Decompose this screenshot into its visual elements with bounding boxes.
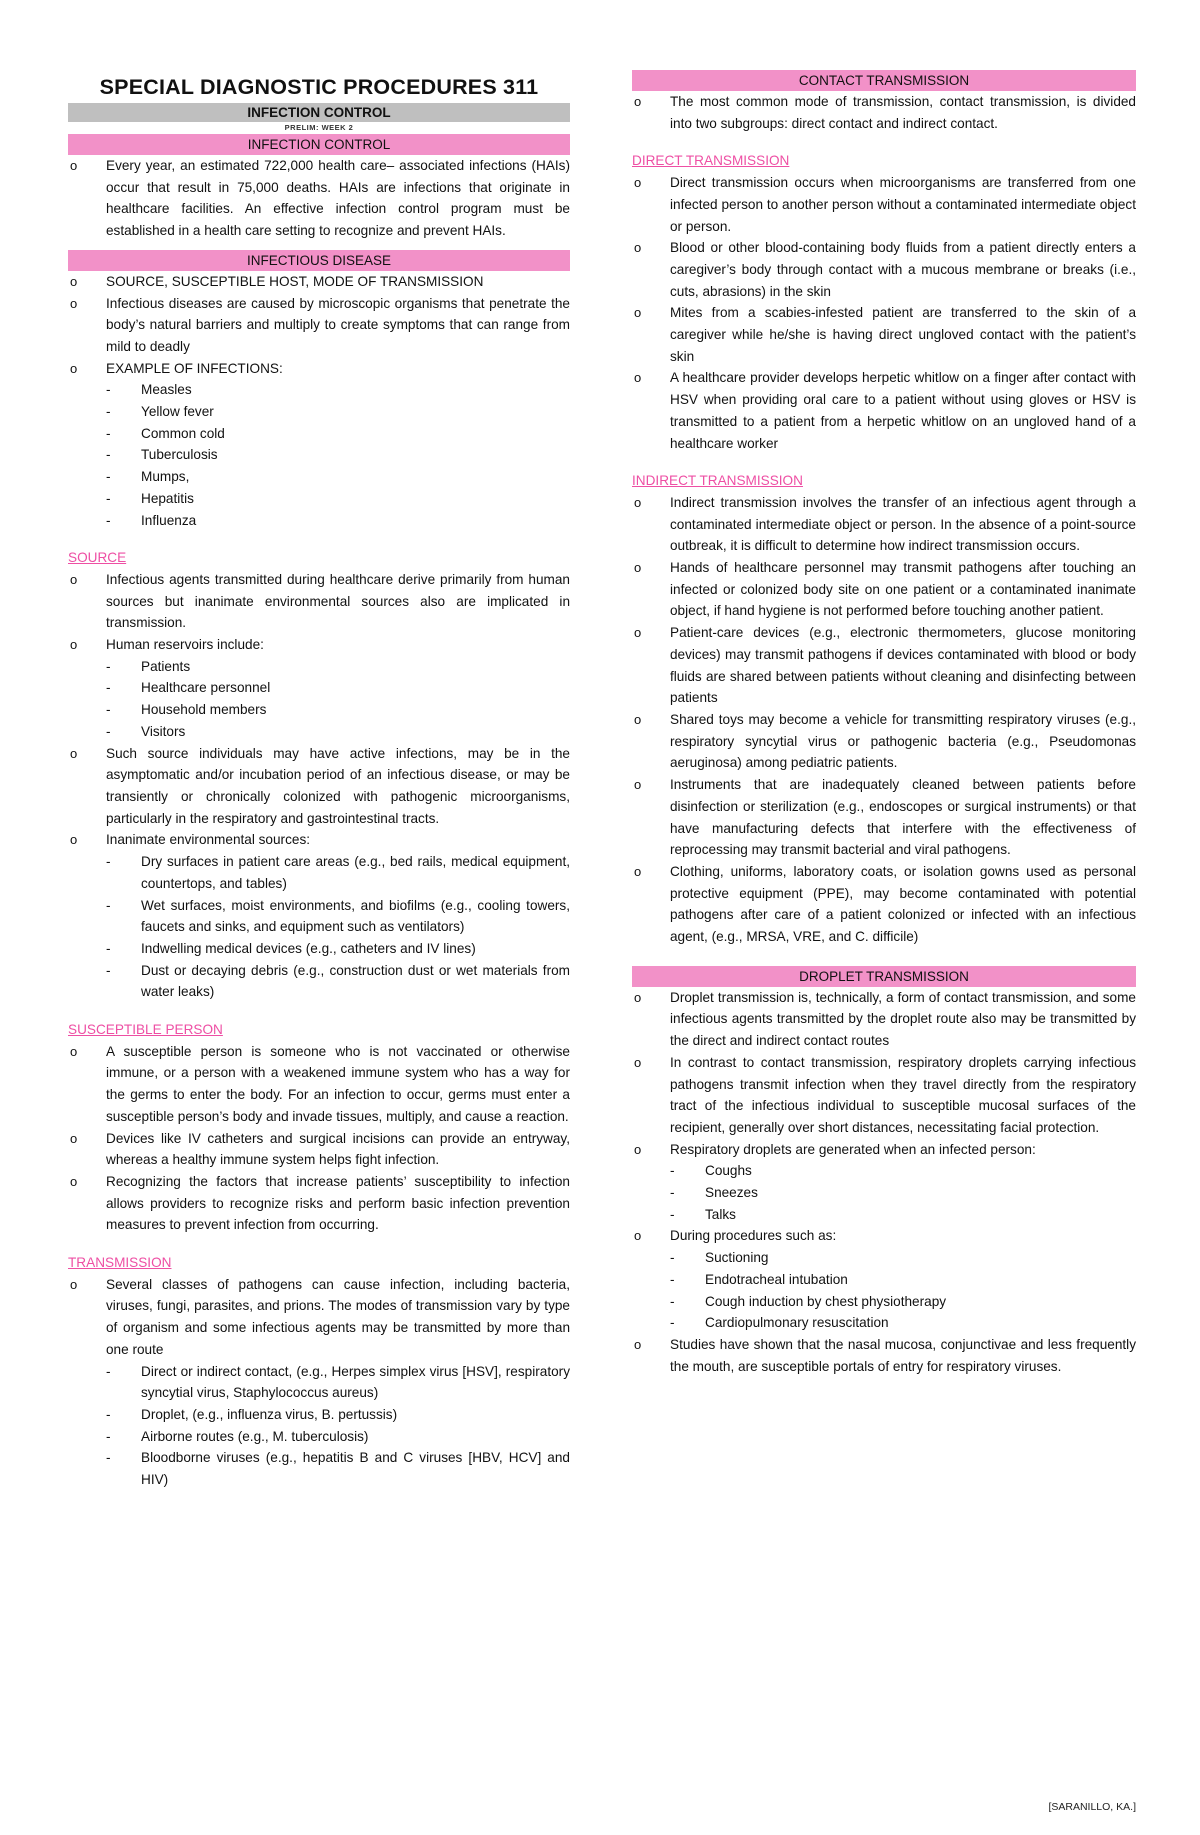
list-item: o Instruments that are inadequately cleaned between patients before disinfection or sterilization (e.g., endoscopes or surgical instruments) or that have manufacturing defects that interfere with the effectiveness of reprocessing may transmit bacterial and viral pathogens. (632, 774, 1136, 861)
list-item: o Respiratory droplets are generated when an infected person: - Coughs - Sneezes - Talks (632, 1139, 1136, 1226)
right-column (632, 70, 1136, 1377)
reservoirs-list (106, 656, 570, 743)
list-item: o Indirect transmission involves the transfer of an infectious agent through a contaminated intermediate object or person. In the absence of a point-source outbreak, it is difficult to determine how indirect transmission occurs. (632, 492, 1136, 557)
bullet-marker: o (634, 863, 642, 879)
bullet-marker: o (634, 1054, 642, 1070)
bullet-marker: o (70, 637, 78, 653)
list-item: o During procedures such as: - Suctioning - Endotracheal intubation - Cough induction by chest physiotherapy - Cardiopulmonary resuscitation (632, 1225, 1136, 1334)
sub-list-item: - Talks (670, 1206, 736, 1222)
infectious-disease-list (68, 271, 570, 531)
indirect-list (632, 492, 1136, 948)
list-item: o Every year, an estimated 722,000 health care– associated infections (HAIs) occur that result in 75,000 deaths. HAIs are infections that originate in healthcare facilities. An effective infection control program must be established in a health care setting to recognize and prevent HAIs. (68, 155, 570, 242)
sub-list-item: - Patients (106, 658, 191, 674)
bullet-marker: o (70, 1276, 78, 1292)
left-column (68, 70, 570, 1491)
bullet-marker: o (70, 295, 78, 311)
list-item: o Several classes of pathogens can cause infection, including bacteria, viruses, fungi, parasites, and prions. The modes of transmission vary by type of organism and some infectious agents may be transmitted by more than one route - Direct or indirect contact, (e.g., Herpes simplex virus [HSV], respiratory syncytial virus, Staphylococcus aureus) - Droplet, (e.g., influenza virus, B. pertussis) - Airborne routes (e.g., M. tuberculosis) - Bloodborne viruses (e.g., hepatitis B and C viruses [HBV, HCV] and HIV) (68, 1274, 570, 1491)
list-item: o Such source individuals may have active infections, may be in the asymptomatic and/or incubation period of an infectious disease, or may be transiently or chronically colonized with pathogenic microorganisms, particularly in the respiratory and gastrointestinal tracts. (68, 743, 570, 830)
bullet-marker: o (634, 94, 642, 109)
bullet-marker: o (634, 560, 642, 576)
sub-list-item: - Mumps, (106, 469, 190, 485)
list-item: o Recognizing the factors that increase patients’ susceptibility to infection allows providers to recognize risks and perform basic infection prevention measures to prevent infection from occurring. (68, 1171, 570, 1236)
sub-list-item: - Endotracheal intubation (670, 1271, 848, 1287)
bullet-marker: o (634, 494, 642, 510)
sub-list-item: - Direct or indirect contact, (e.g., Herpes simplex virus [HSV], respiratory syncytial virus, Staphylococcus aureus) (106, 1363, 570, 1401)
list-item: o Patient-care devices (e.g., electronic thermometers, glucose monitoring devices) may transmit pathogens if devices contaminated with blood or body fluids are shared between patients without cleaning and disinfecting between patients (632, 622, 1136, 709)
header-band: INFECTION CONTROL (68, 103, 570, 122)
list-item: o Human reservoirs include: - Patients - Healthcare personnel - Household members - Visitors (68, 634, 570, 743)
sub-list-item: - Measles (106, 382, 192, 398)
author-footer: [SARANILLO, KA.] (1048, 1801, 1136, 1813)
susceptible-list (68, 1041, 570, 1236)
bullet-marker: o (634, 240, 642, 256)
list-item: o EXAMPLE OF INFECTIONS: - Measles - Yellow fever - Common cold - Tuberculosis - Mumps, - Hepatitis - Influenza (68, 358, 570, 532)
sub-list-item: - Airborne routes (e.g., M. tuberculosis) (106, 1428, 369, 1444)
section-heading-indirect-transmission: INDIRECT TRANSMISSION (632, 473, 803, 489)
list-item: o Blood or other blood-containing body fluids from a patient directly enters a caregiver’s body through contact with a mucous membrane or breaks (i.e., cuts, abrasions) in the skin (632, 237, 1136, 302)
bullet-marker: o (70, 158, 78, 173)
bullet-marker: o (634, 1336, 642, 1352)
bullet-marker: o (634, 625, 642, 641)
contact-list (632, 91, 1136, 134)
sub-list-item: - Visitors (106, 723, 186, 739)
bullet-marker: o (634, 175, 642, 191)
header-subtitle: PRELIM: WEEK 2 (284, 123, 354, 132)
sub-list-item: - Wet surfaces, moist environments, and biofilms (e.g., cooling towers, faucets and sinks, and equipment such as ventilators) (106, 897, 570, 935)
sub-list-item: - Cough induction by chest physiotherapy (670, 1293, 947, 1309)
section-heading-direct-transmission: DIRECT TRANSMISSION (632, 153, 790, 169)
list-item: o Droplet transmission is, technically, a form of contact transmission, and some infectious agents transmitted by the droplet route also may be transmitted by the direct and indirect contact routes (632, 987, 1136, 1052)
droplet-generation-list (670, 1160, 1136, 1225)
sub-list-item: - Hepatitis (106, 490, 194, 506)
sub-list-item: - Cardiopulmonary resuscitation (670, 1315, 889, 1331)
list-item: o A susceptible person is someone who is not vaccinated or otherwise immune, or a person with a weakened immune system who has a way for the germs to enter the body. For an infection to occur, germs must enter a susceptible person’s body and invade tissues, multiply, and cause a reaction. (68, 1041, 570, 1128)
list-item: o The most common mode of transmission, contact transmission, is divided into two subgroups: direct contact and indirect contact. (632, 91, 1136, 134)
sub-list-item: - Sneezes (670, 1185, 758, 1201)
inanimate-sources-list (106, 851, 570, 1003)
transmission-routes-list (106, 1361, 570, 1491)
bullet-marker: o (70, 273, 78, 289)
section-band-droplet-transmission: DROPLET TRANSMISSION (632, 966, 1136, 987)
procedures-list (670, 1247, 1136, 1334)
bullet-marker: o (70, 571, 78, 587)
bullet-marker: o (634, 305, 642, 321)
sub-list-item: - Common cold (106, 425, 225, 441)
section-band-infection-control: INFECTION CONTROL (68, 134, 570, 155)
section-heading-susceptible-person: SUSCEPTIBLE PERSON (68, 1022, 223, 1038)
sub-list-item: - Yellow fever (106, 404, 214, 420)
sub-list-item: - Coughs (670, 1163, 752, 1179)
list-item: o A healthcare provider develops herpetic whitlow on a finger after contact with HSV when providing oral care to a patient without using gloves or HSV is transmitted to a patient from a herpetic whitlow on an ungloved hand of a healthcare worker (632, 367, 1136, 454)
bullet-marker: o (70, 360, 78, 376)
section-heading-source: SOURCE (68, 550, 127, 566)
section-band-contact-transmission: CONTACT TRANSMISSION (632, 70, 1136, 91)
bullet-marker: o (634, 1141, 642, 1157)
bullet-marker: o (70, 832, 78, 848)
infection-control-list (68, 155, 570, 242)
droplet-list (632, 987, 1136, 1378)
sub-list-item: - Influenza (106, 512, 197, 528)
bullet-marker: o (634, 370, 642, 386)
list-item: o Shared toys may become a vehicle for transmitting respiratory viruses (e.g., respiratory syncytial virus or pathogenic bacteria (e.g., Pseudomonas aeruginosa) among pediatric patients. (632, 709, 1136, 774)
sub-list-item: - Indwelling medical devices (e.g., catheters and IV lines) (106, 940, 476, 956)
bullet-marker: o (634, 989, 642, 1005)
list-item: o Clothing, uniforms, laboratory coats, or isolation gowns used as personal protective equipment (PPE), may become contaminated with potential pathogens after care of a patient colonized or infected with an infectious agent, (e.g., MRSA, VRE, and C. difficile) (632, 861, 1136, 948)
source-list (68, 569, 570, 1003)
bullet-marker: o (70, 1130, 78, 1146)
sub-list-item: - Dry surfaces in patient care areas (e.g., bed rails, medical equipment, countertops, and tables) (106, 854, 570, 891)
bullet-marker: o (634, 711, 642, 727)
sub-list-item: - Bloodborne viruses (e.g., hepatitis B and C viruses [HBV, HCV] and HIV) (106, 1450, 570, 1488)
bullet-marker: o (634, 777, 642, 793)
transmission-list (68, 1274, 570, 1491)
document-title: SPECIAL DIAGNOSTIC PROCEDURES 311 (99, 75, 539, 99)
list-item: o Devices like IV catheters and surgical incisions can provide an entryway, whereas a healthy immune system helps fight infection. (68, 1128, 570, 1171)
sub-list-item: - Droplet, (e.g., influenza virus, B. pertussis) (106, 1406, 398, 1422)
sub-list-item: - Tuberculosis (106, 447, 218, 463)
list-item: o Hands of healthcare personnel may transmit pathogens after touching an infected or colonized body site on one patient or a contaminated inanimate object, if hand hygiene is not performed before touching another patient. (632, 557, 1136, 622)
list-item: o Inanimate environmental sources: - Dry surfaces in patient care areas (e.g., bed rails, medical equipment, countertops, and tables) - Wet surfaces, moist environments, and biofilms (e.g., cooling towers, faucets and sinks, and equipment such as ventilators) - Indwelling medical devices (e.g., catheters and IV lines) - Dust or decaying debris (e.g., construction dust or wet materials from water leaks) (68, 829, 570, 1003)
direct-list (632, 172, 1136, 454)
list-item: o Infectious diseases are caused by microscopic organisms that penetrate the body’s natural barriers and multiply to create symptoms that can range from mild to deadly (68, 293, 570, 358)
sub-list-item: - Dust or decaying debris (e.g., construction dust or wet materials from water leaks) (106, 962, 570, 1000)
section-heading-transmission: TRANSMISSION (68, 1255, 172, 1271)
sub-list-item: - Suctioning (670, 1250, 769, 1266)
bullet-marker: o (634, 1228, 642, 1244)
list-item: o SOURCE, SUSCEPTIBLE HOST, MODE OF TRANSMISSION (68, 271, 570, 293)
sub-list-item: - Healthcare personnel (106, 680, 271, 696)
list-item: o Studies have shown that the nasal mucosa, conjunctivae and less frequently the mouth, are susceptible portals of entry for respiratory viruses. (632, 1334, 1136, 1377)
list-item: o Direct transmission occurs when microorganisms are transferred from one infected person to another person without a contaminated intermediate object or person. (632, 172, 1136, 237)
list-item: o Infectious agents transmitted during healthcare derive primarily from human sources but inanimate environmental sources also are implicated in transmission. (68, 569, 570, 634)
bullet-marker: o (70, 1173, 78, 1189)
bullet-marker: o (70, 1043, 78, 1059)
examples-list (106, 379, 570, 531)
list-item: o In contrast to contact transmission, respiratory droplets carrying infectious pathogens transmit infection when they travel directly from the respiratory tract of the infectious individual to susceptible mucosal surfaces of the recipient, generally over short distances, necessitating facial protection. (632, 1052, 1136, 1139)
section-band-infectious-disease: INFECTIOUS DISEASE (68, 250, 570, 271)
list-item: o Mites from a scabies-infested patient are transferred to the skin of a caregiver while he/she is having direct ungloved contact with the patient’s skin (632, 302, 1136, 367)
sub-list-item: - Household members (106, 702, 267, 718)
bullet-marker: o (70, 745, 78, 761)
